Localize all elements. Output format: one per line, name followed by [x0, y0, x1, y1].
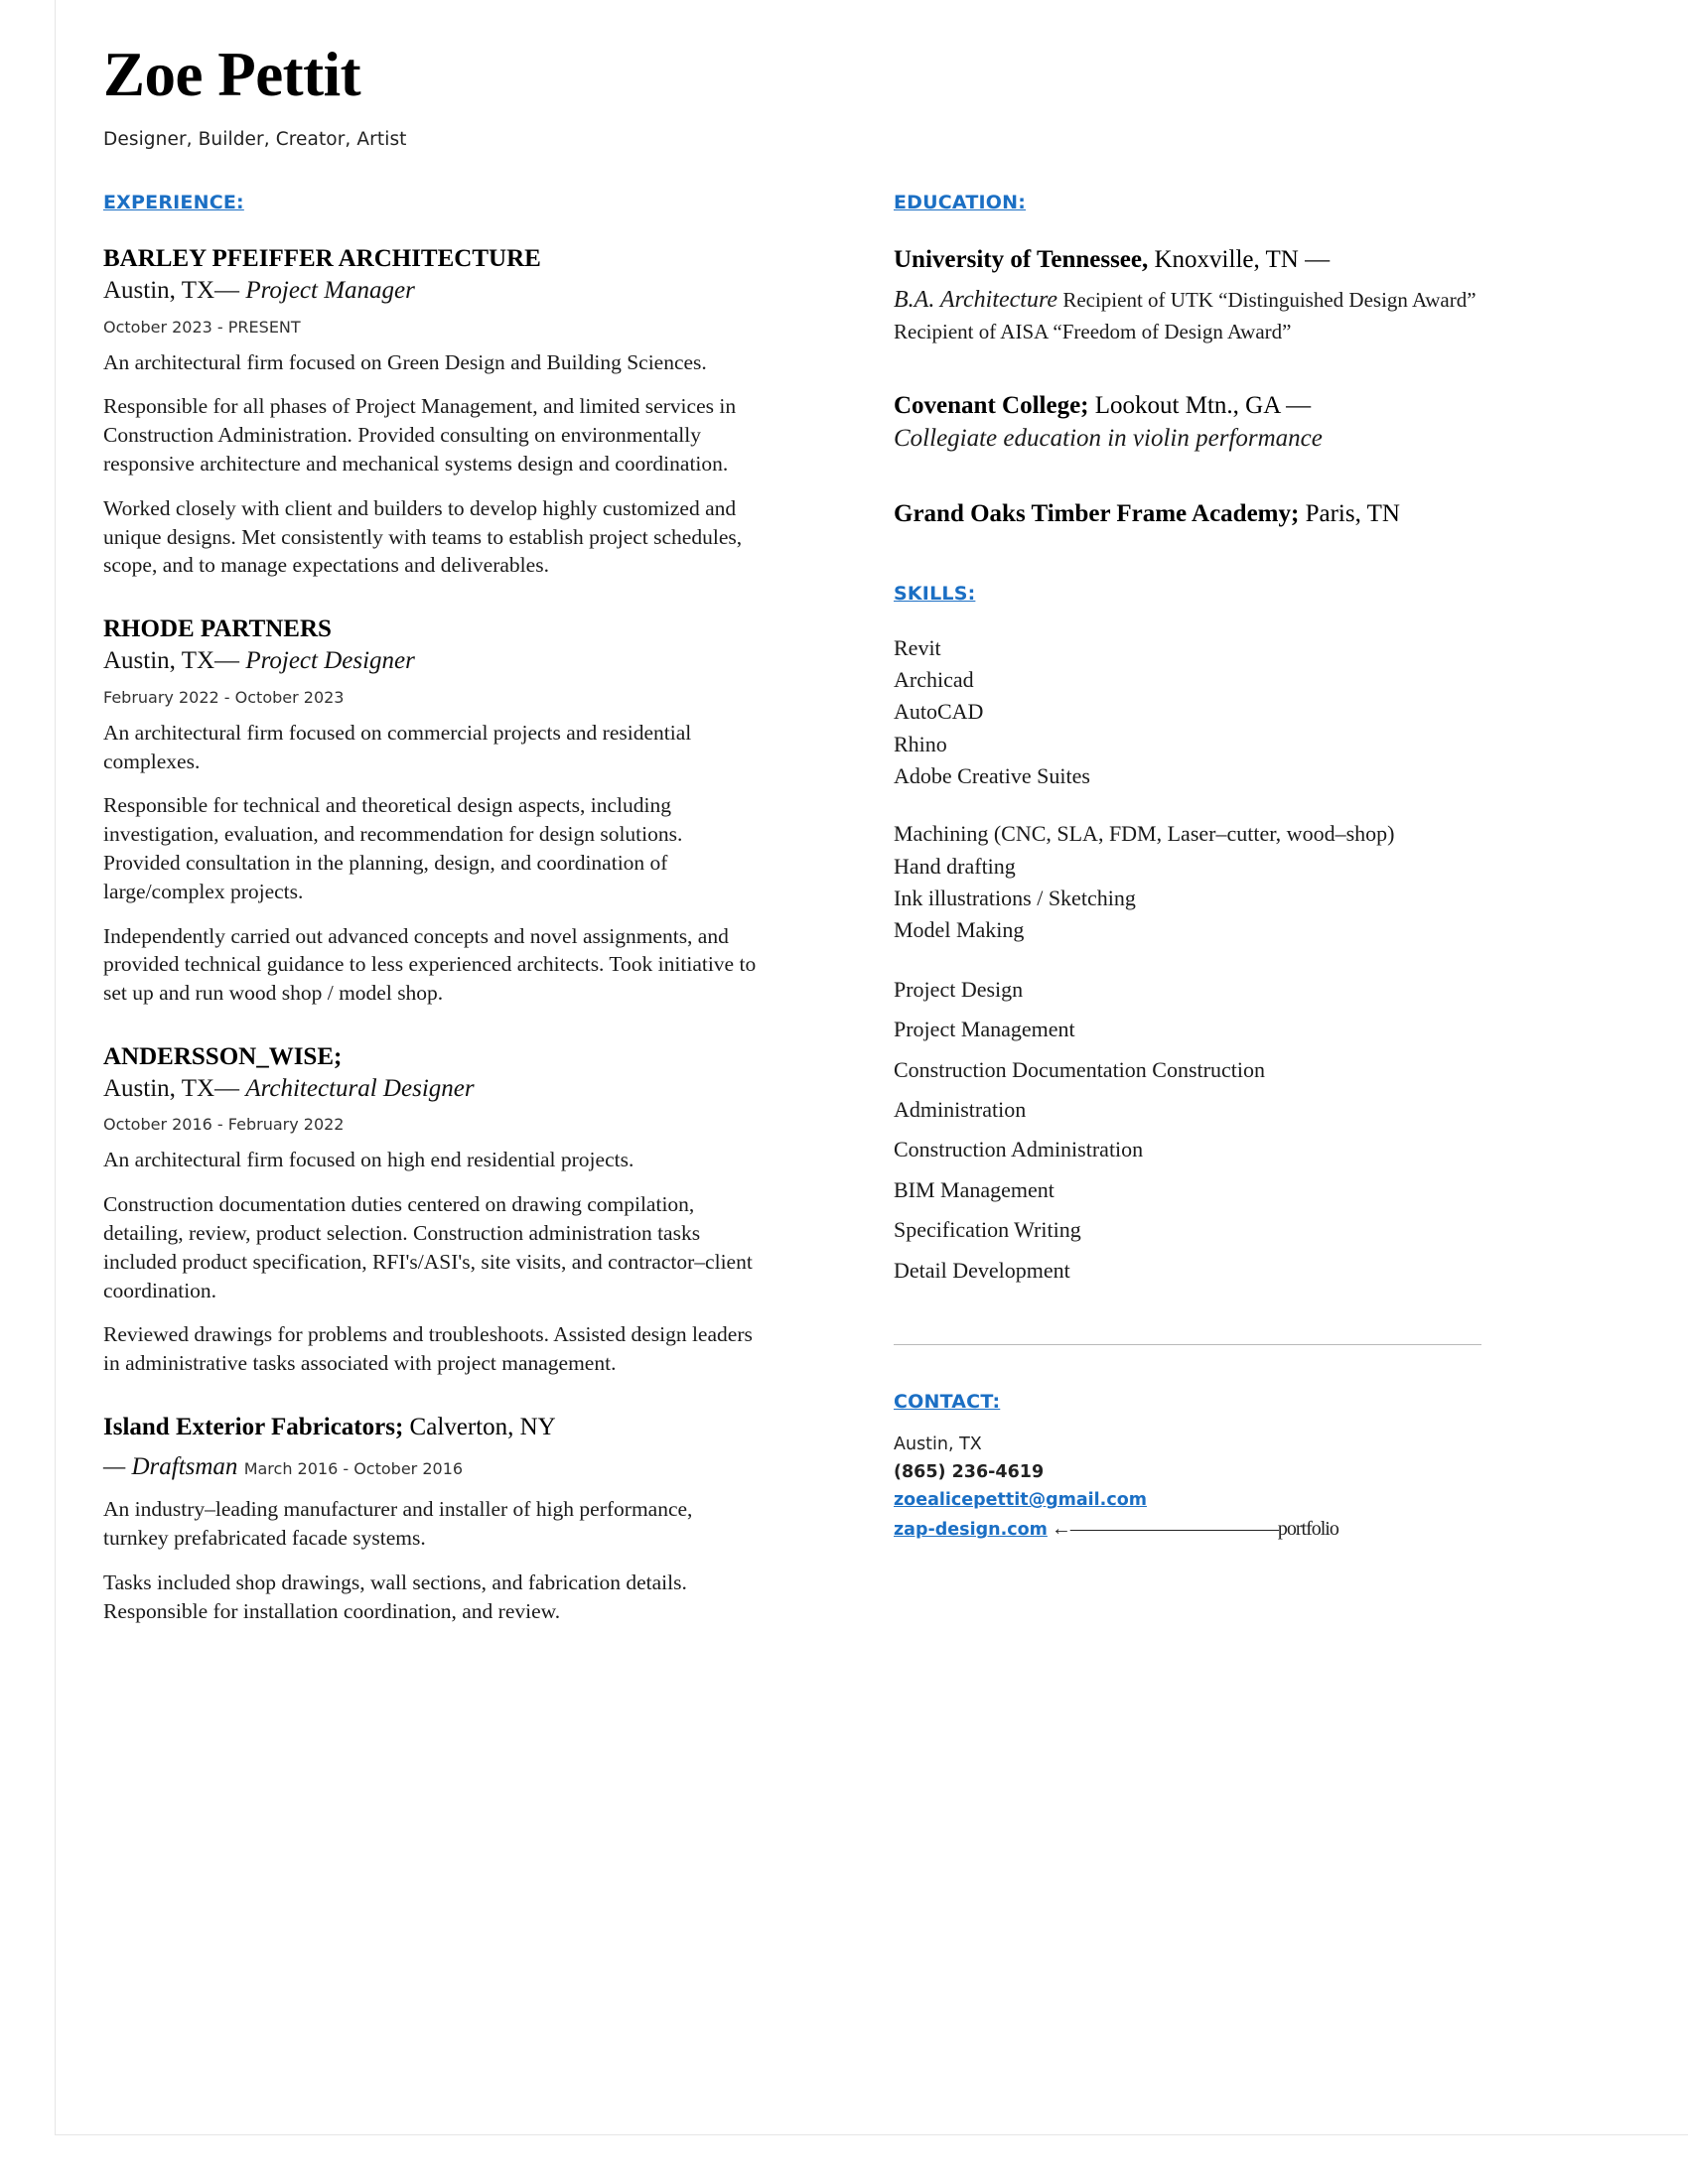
skill-item: Specification Writing	[894, 1217, 1081, 1243]
section-heading-contact: CONTACT:	[894, 1391, 1001, 1414]
skill-item: Hand drafting	[894, 853, 1016, 879]
job-paragraph: Independently carried out advanced concepts and novel assignments, and provided technical guidance to less experienced architects. Took initiative to set up and run wood shop / model shop.	[103, 923, 757, 1006]
experience-entry	[103, 614, 759, 1008]
job-company: Island Exterior Fabricators;	[103, 1413, 404, 1440]
job-dates: March 2016 - October 2016	[243, 1458, 464, 1478]
contact-website-link[interactable]: zap-design.com	[894, 1520, 1048, 1541]
tagline: Designer, Builder, Creator, Artist	[103, 129, 407, 151]
section-heading-education: EDUCATION:	[894, 192, 1027, 214]
job-paragraph: An architectural firm focused on Green Design and Building Sciences.	[103, 349, 707, 374]
job-location: Austin, TX—	[103, 1074, 240, 1102]
education-school-name: Covenant College;	[894, 391, 1089, 419]
job-location-title	[103, 275, 759, 308]
education-skills-column	[798, 192, 1533, 1660]
education-school-location: Knoxville, TN —	[1148, 246, 1331, 274]
job-company-location	[103, 1412, 759, 1443]
skill-item: Revit	[894, 634, 941, 660]
job-location: Austin, TX—	[103, 277, 240, 305]
job-paragraph: An architectural firm focused on commercial projects and residential complexes.	[103, 720, 692, 773]
education-entry	[894, 497, 1533, 531]
job-paragraph: Responsible for all phases of Project Management, and limited services in Construction Administration. Provided consulting on environmentally responsive architecture and mechanical systems design and coordination.	[103, 394, 737, 477]
skill-item: AutoCAD	[894, 699, 984, 725]
experience-entry	[103, 1041, 759, 1378]
skills-group-software	[894, 632, 1533, 793]
job-company: RHODE PARTNERS	[103, 615, 332, 643]
page-title: Zoe Pettit	[103, 40, 361, 109]
job-company: BARLEY PFEIFFER ARCHITECTURE	[103, 245, 541, 273]
job-location: Austin, TX—	[103, 647, 240, 675]
job-paragraph: Responsible for technical and theoretical design aspects, including investigation, evaluation, and recommendation for design solutions. Provided consultation in the planning, design, and coordination of large/complex projects.	[103, 793, 683, 903]
contact-email-row	[894, 1490, 1533, 1510]
two-column-layout	[103, 192, 1593, 1660]
job-paragraph: Tasks included shop drawings, wall sections, and fabrication details. Responsible for installation coordination, and review.	[103, 1570, 687, 1623]
education-degree: Collegiate education in violin performance	[894, 425, 1323, 453]
contact-website-row	[894, 1518, 1533, 1541]
education-school-location: Paris, TN	[1299, 500, 1400, 527]
education-school	[894, 389, 1533, 423]
skill-item: Detail Development	[894, 1257, 1070, 1283]
skill-item: Project Design	[894, 976, 1024, 1002]
job-dates: October 2016 - February 2022	[103, 1115, 345, 1135]
job-paragraph: Reviewed drawings for problems and troubleshoots. Assisted design leaders in administrative tasks associated with project management.	[103, 1322, 753, 1376]
section-heading-experience: EXPERIENCE:	[103, 192, 244, 214]
skill-item: Administration	[894, 1097, 1027, 1123]
job-company: ANDERSSON_WISE;	[103, 1042, 343, 1070]
spacer	[894, 947, 1533, 973]
education-award: Recipient of UTK “Distinguished Design Award”	[1057, 287, 1477, 312]
experience-entry	[103, 243, 759, 580]
skill-item: Project Management	[894, 1017, 1075, 1042]
job-dates: October 2023 - PRESENT	[103, 317, 301, 337]
education-entry	[894, 389, 1533, 457]
job-title: Project Manager	[245, 277, 415, 305]
skill-item: Construction Documentation Construction	[894, 1056, 1265, 1082]
skills-group-fabrication	[894, 818, 1533, 946]
skill-item: Adobe Creative Suites	[894, 763, 1090, 789]
spacer	[894, 792, 1533, 818]
document-content	[103, 20, 1593, 1660]
job-location: Calverton, NY	[409, 1413, 556, 1440]
education-degree-name: B.A. Architecture	[894, 286, 1058, 313]
job-location-title	[103, 645, 759, 678]
job-title: Architectural Designer	[245, 1074, 475, 1102]
skill-item: Rhino	[894, 731, 947, 756]
job-paragraph: An architectural firm focused on high end residential projects.	[103, 1148, 634, 1172]
divider	[894, 1344, 1481, 1345]
skill-item: Model Making	[894, 917, 1025, 943]
job-title-dates	[103, 1451, 759, 1484]
education-school	[894, 497, 1533, 531]
skill-item: Machining (CNC, SLA, FDM, Laser–cutter, wood–shop)	[894, 821, 1395, 847]
section-heading-skills: SKILLS:	[894, 582, 976, 605]
contact-location: Austin, TX	[894, 1434, 982, 1455]
contact-email-link[interactable]: zoealicepettit@gmail.com	[894, 1490, 1147, 1511]
education-school-name: Grand Oaks Timber Frame Academy;	[894, 500, 1300, 527]
job-paragraph: Construction documentation duties centered on drawing compilation, detailing, review, product selection. Construction administration tasks included product specification, RFI's/ASI's, site visits, and contractor–client coordination.	[103, 1192, 753, 1302]
education-entry	[894, 243, 1533, 346]
portfolio-arrow-annotation: ←———————————portfolio	[1051, 1518, 1338, 1541]
document-sheet	[56, 0, 1688, 2134]
job-title: Project Designer	[245, 647, 415, 675]
education-school-name: University of Tennessee,	[894, 246, 1149, 274]
experience-column	[103, 192, 798, 1660]
skill-item: Construction Administration	[894, 1137, 1144, 1162]
skill-item: BIM Management	[894, 1176, 1055, 1202]
job-title: — Draftsman	[103, 1452, 238, 1480]
skill-item: Archicad	[894, 667, 974, 693]
education-note: Recipient of AISA “Freedom of Design Award”	[894, 319, 1292, 343]
skills-group-practice	[894, 973, 1533, 1288]
job-paragraph: Worked closely with client and builders to develop highly customized and unique designs. Met consistently with teams to establish project schedules, scope, and to manage expectations and deliverables.	[103, 495, 743, 578]
job-location-title	[103, 1073, 759, 1106]
contact-phone: (865) 236-4619	[894, 1462, 1045, 1483]
education-school	[894, 243, 1533, 277]
experience-entry	[103, 1412, 759, 1626]
job-paragraph: An industry–leading manufacturer and installer of high performance, turnkey prefabricated facade systems.	[103, 1497, 693, 1551]
education-degree	[894, 283, 1533, 318]
job-dates: February 2022 - October 2023	[103, 687, 345, 707]
skill-item: Ink illustrations / Sketching	[894, 886, 1136, 911]
education-school-location: Lookout Mtn., GA —	[1088, 391, 1312, 419]
